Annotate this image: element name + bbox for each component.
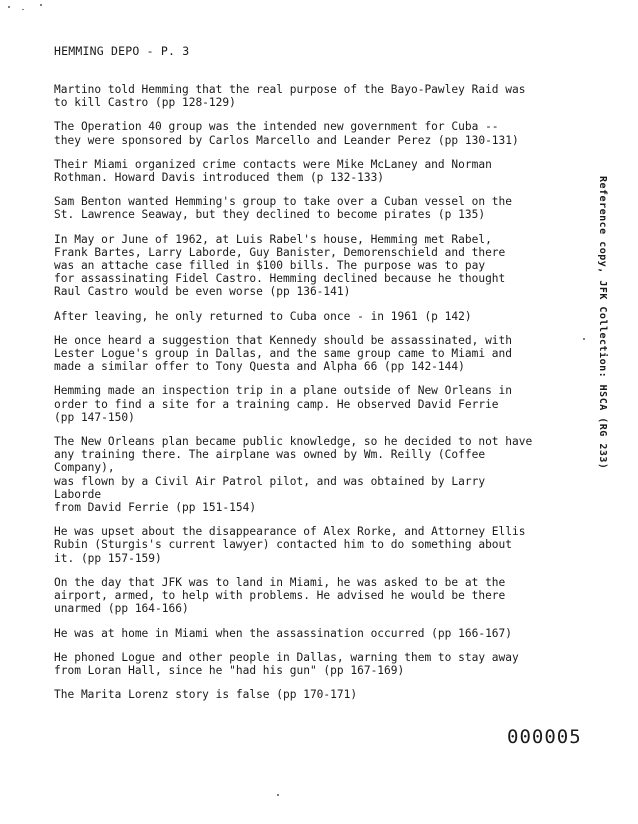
paragraph-1: Martino told Hemming that the real purpose of the Bayo-Pawley Raid was to kill Castro (pp 128-129) xyxy=(54,83,526,110)
scan-speck xyxy=(40,4,42,6)
scan-speck xyxy=(583,338,585,340)
paragraph-5: In May or June of 1962, at Luis Rabel's house, Hemming met Rabel, Frank Bartes, Larry Laborde, Guy Banister, Demorenschield and there was an attache case filled in $100 bills. The purpose was to pay for assassinating Fidel Castro. Hemming declined because he thought Raul Castro would be even worse (pp 136-141) xyxy=(54,232,506,299)
page-header: HEMMING DEPO - P. 3 xyxy=(54,44,190,58)
paragraph-10: He was upset about the disappearance of Alex Rorke, and Attorney Ellis Rubin (Sturgis's current lawyer) contacted him to do something about it. (pp 157-159) xyxy=(54,525,526,565)
document-body xyxy=(54,83,534,712)
margin-stamp xyxy=(596,176,610,496)
paragraph-7: He once heard a suggestion that Kennedy should be assassinated, with Lester Logue's group in Dallas, and the same group came to Miami and made a similar offer to Tony Questa and Alpha 66 (pp 142-144) xyxy=(54,333,513,374)
margin-stamp-text: Reference copy, JFK Collection: HSCA (RG 233) xyxy=(597,176,608,470)
paragraph-3: Their Miami organized crime contacts were Mike McLaney and Norman Rothman. Howard Davis introduced them (p 132-133) xyxy=(54,157,492,185)
paragraph-13: He phoned Logue and other people in Dallas, warning them to stay away from Loran Hall, since he "had his gun" (pp 167-169) xyxy=(54,650,519,677)
document-number: 000005 xyxy=(507,726,582,748)
paragraph-11: On the day that JFK was to land in Miami, he was asked to be at the airport, armed, to help with problems. He advised he would be there unarmed (pp 164-166) xyxy=(54,575,506,616)
scan-speck xyxy=(277,794,279,796)
paragraph-14: The Marita Lorenz story is false (pp 170-171) xyxy=(54,688,358,702)
scan-speck xyxy=(8,6,10,8)
scan-speck xyxy=(22,9,24,10)
paragraph-2: The Operation 40 group was the intended new government for Cuba -- they were sponsored by Carlos Marcello and Leander Perez (pp 130-131) xyxy=(54,120,519,147)
paragraph-12: He was at home in Miami when the assassination occurred (pp 166-167) xyxy=(54,626,513,640)
paragraph-6: After leaving, he only returned to Cuba once - in 1961 (p 142) xyxy=(54,309,472,323)
paragraph-8: Hemming made an inspection trip in a plane outside of New Orleans in order to find a site for a training camp. He observed David Ferrie (pp 147-150) xyxy=(54,384,513,424)
paragraph-9: The New Orleans plan became public knowledge, so he decided to not have any training there. The airplane was owned by Wm. Reilly (Coffee Company), was flown by a Civil Air Patrol pilot, and was obtained by Larry Laborde from David Ferrie (pp 151-154) xyxy=(54,435,533,515)
paragraph-4: Sam Benton wanted Hemming's group to take over a Cuban vessel on the St. Lawrence Seaway, but they declined to become pirates (p 135) xyxy=(54,195,513,222)
